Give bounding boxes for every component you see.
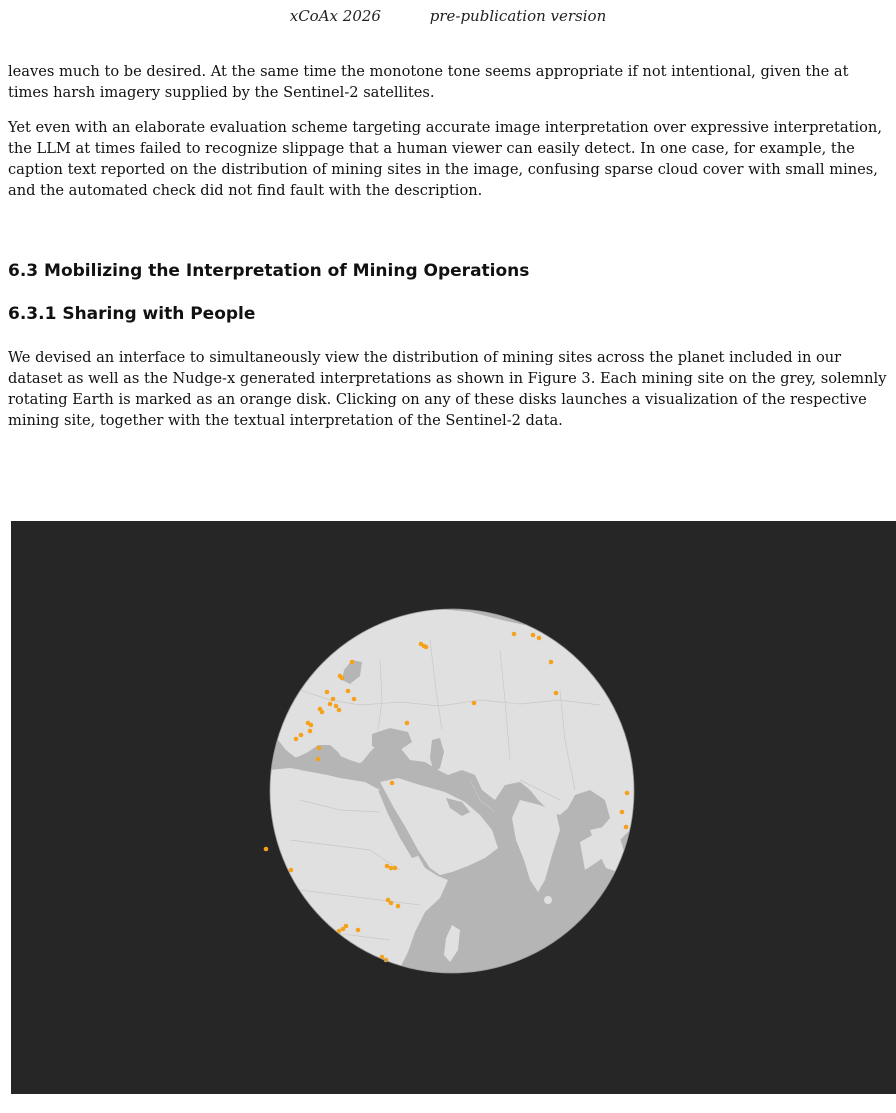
mining-site-marker[interactable] [624,825,629,830]
mining-site-marker[interactable] [396,904,401,909]
mining-site-marker[interactable] [294,737,299,742]
mining-site-marker[interactable] [385,864,390,869]
page-footer-cut [0,1098,896,1113]
mining-site-marker[interactable] [537,636,542,641]
globe-svg [11,521,896,1094]
mining-site-marker[interactable] [389,866,394,871]
mining-site-marker[interactable] [325,690,330,695]
mining-site-marker[interactable] [620,810,625,815]
mining-site-marker[interactable] [316,757,321,762]
mining-site-marker[interactable] [393,866,398,871]
paragraph-3: We devised an interface to simultaneously view the distribution of mining sites across the planet included in our dataset as well as the Nudge-x generated interpretations as shown in Figure 3. Each mining site on the grey, solemnly rotating Earth is marked as an orange disk. Clicking on any of these disks launches a visualization of the respective mining site, together with the textual interpretation of the Sentinel-2 data. [8,349,887,429]
mining-site-marker[interactable] [389,901,394,906]
header-conference: xCoAx 2026 [289,7,381,25]
mining-site-marker[interactable] [405,721,410,726]
section-heading: 6.3 Mobilizing the Interpretation of Mining Operations [8,261,530,281]
mining-site-marker[interactable] [554,691,559,696]
mining-site-marker[interactable] [334,704,339,709]
mining-site-marker[interactable] [309,723,314,728]
mining-site-marker[interactable] [350,660,355,665]
mining-site-marker[interactable] [472,701,477,706]
mining-site-marker[interactable] [320,710,325,715]
mining-site-marker[interactable] [531,633,536,638]
mining-site-marker[interactable] [340,676,345,681]
mining-site-marker[interactable] [317,746,322,751]
mining-site-marker[interactable] [625,791,630,796]
mining-site-marker[interactable] [331,697,336,702]
mining-site-marker[interactable] [356,928,361,933]
mining-site-marker[interactable] [352,697,357,702]
mining-site-marker[interactable] [264,847,269,852]
mining-site-marker[interactable] [341,927,346,932]
running-header [0,7,896,25]
mining-site-marker[interactable] [289,868,294,873]
header-version: pre-publication version [429,7,607,25]
mining-site-marker[interactable] [299,733,304,738]
figure-globe-visualization [11,521,896,1094]
mining-site-marker[interactable] [512,632,517,637]
paragraph-1: leaves much to be desired. At the same time the monotone tone seems appropriate if not intentional, given the at times harsh imagery supplied by the Sentinel-2 satellites. [8,63,849,101]
mining-site-marker[interactable] [346,689,351,694]
mining-site-marker[interactable] [424,645,429,650]
mining-site-marker[interactable] [308,729,313,734]
landmass-sri-lanka [544,896,552,904]
mining-site-marker[interactable] [337,708,342,713]
mining-site-marker[interactable] [549,660,554,665]
mining-site-marker[interactable] [328,702,333,707]
subsection-heading: 6.3.1 Sharing with People [8,304,256,324]
paragraph-2: Yet even with an elaborate evaluation scheme targeting accurate image interpretation over expressive interpretation, the LLM at times failed to recognize slippage that a human viewer can easily detect. In one case, for example, the caption text reported on the distribution of mining sites in the image, confusing sparse cloud cover with small mines, and the automated check did not find fault with the description. [8,119,882,199]
mining-site-marker[interactable] [390,781,395,786]
